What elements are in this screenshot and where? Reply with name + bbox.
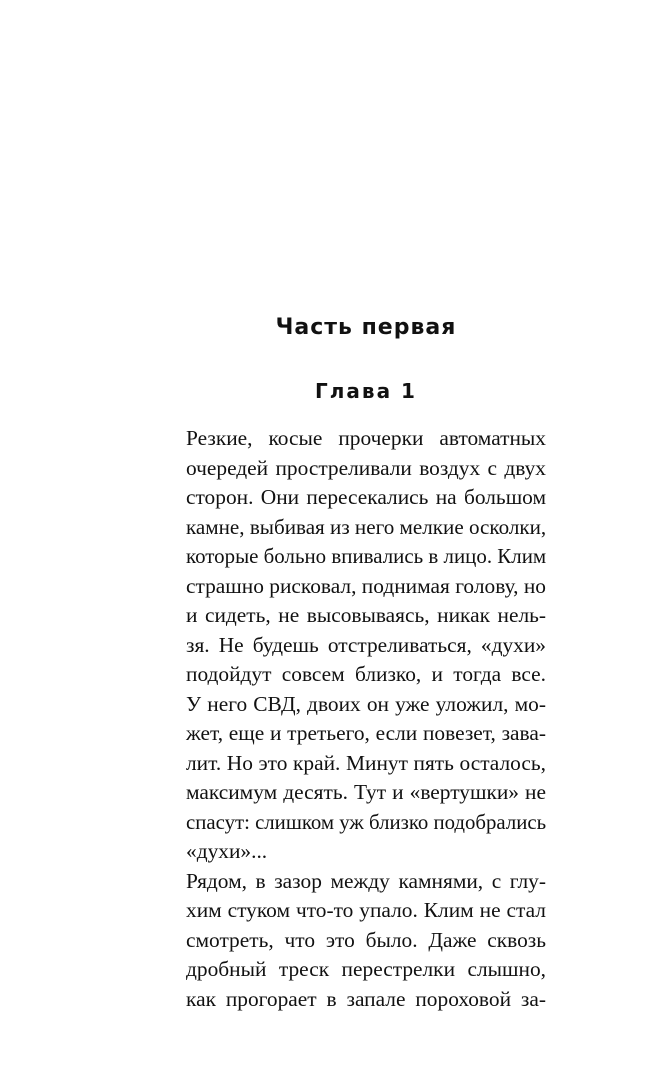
- text-line: зя. Не будешь отстреливаться, «духи»: [186, 632, 546, 657]
- part-title: Часть первая: [275, 315, 457, 340]
- text-line: страшно рисковал, поднимая голову, но: [186, 573, 546, 598]
- text-line: которые больно впивались в лицо. Клим: [186, 544, 547, 568]
- text-line: спасут: слишком уж близко подобрались: [186, 809, 547, 834]
- text-line: Резкие, косые прочерки автоматных: [186, 426, 546, 450]
- text-line: очередей простреливали воздух с двух: [186, 455, 546, 480]
- text-line: У него СВД, двоих он уже уложил, мо-: [186, 691, 546, 716]
- text-line: жет, еще и третьего, если повезет, зава-: [186, 721, 546, 745]
- text-line: смотреть, что это было. Даже сквозь: [186, 927, 546, 952]
- text-line: сторон. Они пересекались на большом: [186, 485, 546, 509]
- text-line: Рядом, в зазор между камнями, с глу-: [186, 868, 546, 893]
- text-line: «духи»...: [186, 839, 268, 863]
- text-line: и сидеть, не высовываясь, никак нель-: [186, 603, 546, 627]
- text-line: как прогорает в запале пороховой за-: [186, 986, 546, 1011]
- text-line: камне, выбивая из него мелкие осколки,: [186, 514, 547, 539]
- chapter-body-text: [186, 424, 546, 1014]
- chapter-title: Глава 1: [315, 379, 417, 403]
- text-line: дробный треск перестрелки слышно,: [186, 957, 546, 981]
- text-line: подойдут совсем близко, и тогда все.: [186, 662, 546, 686]
- text-line: максимум десять. Тут и «вертушки» не: [186, 780, 546, 804]
- text-line: хим стуком что-то упало. Клим не стал: [186, 898, 546, 922]
- text-line: лит. Но это край. Минут пять осталось,: [186, 750, 546, 775]
